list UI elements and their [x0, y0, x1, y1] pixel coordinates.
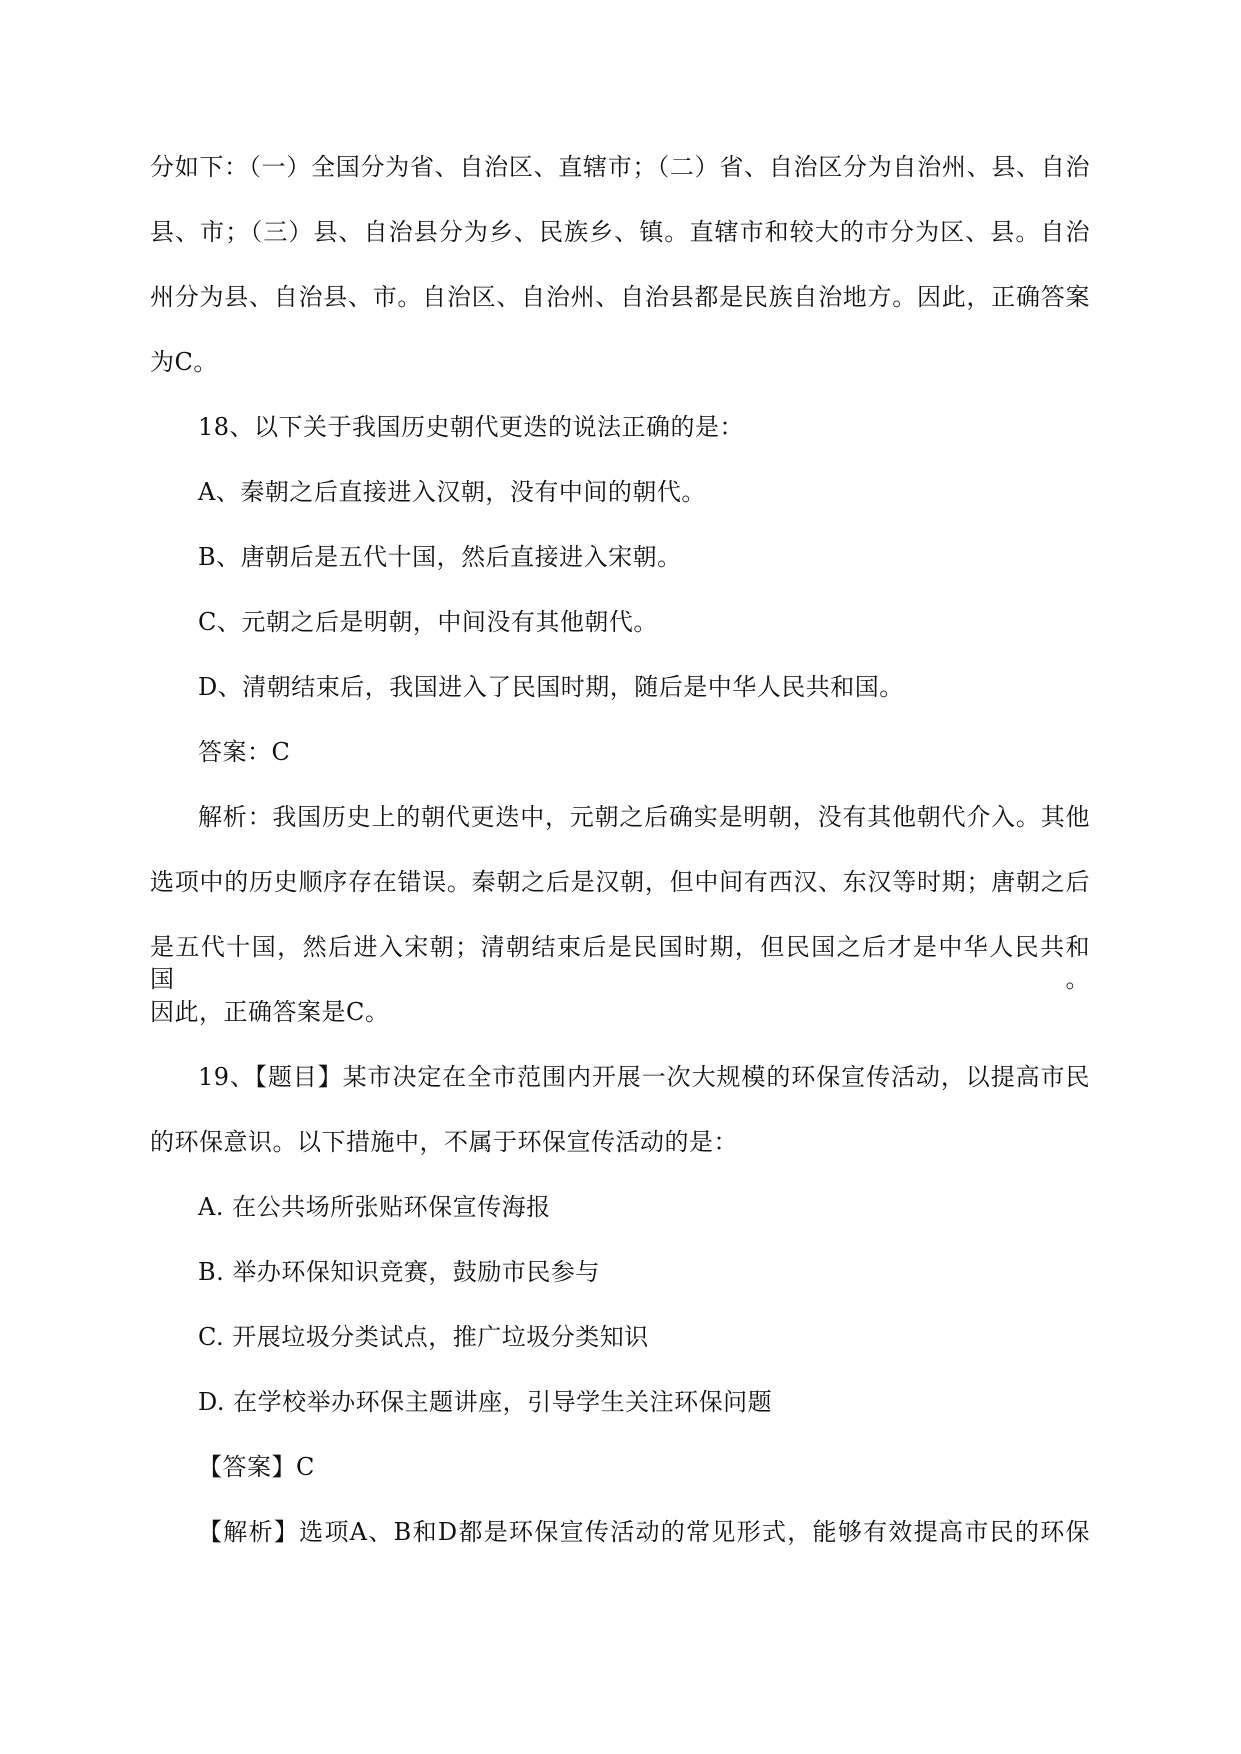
q19-option-a: A. 在公共场所张贴环保宣传海报	[198, 1193, 551, 1221]
q18-explanation-line-3: 是五代十国，然后进入宋朝；清朝结束后是民国时期，但民国之后才是中华人民共和国。	[150, 933, 1090, 993]
q18-explanation-line-1: 解析：我国历史上的朝代更迭中，元朝之后确实是明朝，没有其他朝代介入。其他	[198, 803, 1090, 831]
q19-option-c: C. 开展垃圾分类试点，推广垃圾分类知识	[198, 1323, 649, 1351]
q18-option-a: A、秦朝之后直接进入汉朝，没有中间的朝代。	[198, 478, 706, 506]
q18-explanation-line-2: 选项中的历史顺序存在错误。秦朝之后是汉朝，但中间有西汉、东汉等时期；唐朝之后	[150, 868, 1090, 896]
q19-question-line-2: 的环保意识。以下措施中，不属于环保宣传活动的是：	[150, 1128, 738, 1156]
q19-option-d: D. 在学校举办环保主题讲座，引导学生关注环保问题	[198, 1388, 773, 1416]
q17-explanation-line-2: 县、市；（三）县、自治县分为乡、民族乡、镇。直辖市和较大的市分为区、县。自治	[150, 218, 1090, 246]
q19-explanation-line-1: 【解析】选项A、B和D都是环保宣传活动的常见形式，能够有效提高市民的环保	[198, 1518, 1090, 1546]
q17-explanation-line-3: 州分为县、自治县、市。自治区、自治州、自治县都是民族自治地方。因此，正确答案	[150, 283, 1090, 311]
q19-option-b: B. 举办环保知识竞赛，鼓励市民参与	[198, 1258, 600, 1286]
q18-option-d: D、清朝结束后，我国进入了民国时期，随后是中华人民共和国。	[198, 673, 904, 701]
q18-option-c: C、元朝之后是明朝，中间没有其他朝代。	[198, 608, 658, 636]
q17-explanation-line-1: 分如下：（一）全国分为省、自治区、直辖市；（二）省、自治区分为自治州、县、自治	[150, 153, 1090, 181]
q19-answer: 【答案】C	[198, 1453, 315, 1481]
q19-question-line-1: 19、【题目】某市决定在全市范围内开展一次大规模的环保宣传活动，以提高市民	[198, 1063, 1090, 1091]
q18-answer: 答案：C	[198, 738, 291, 766]
q18-question: 18、以下关于我国历史朝代更迭的说法正确的是：	[198, 413, 745, 441]
q18-option-b: B、唐朝后是五代十国，然后直接进入宋朝。	[198, 543, 682, 571]
q17-explanation-line-4: 为C。	[150, 348, 218, 376]
q18-explanation-line-4: 因此，正确答案是C。	[150, 998, 390, 1026]
